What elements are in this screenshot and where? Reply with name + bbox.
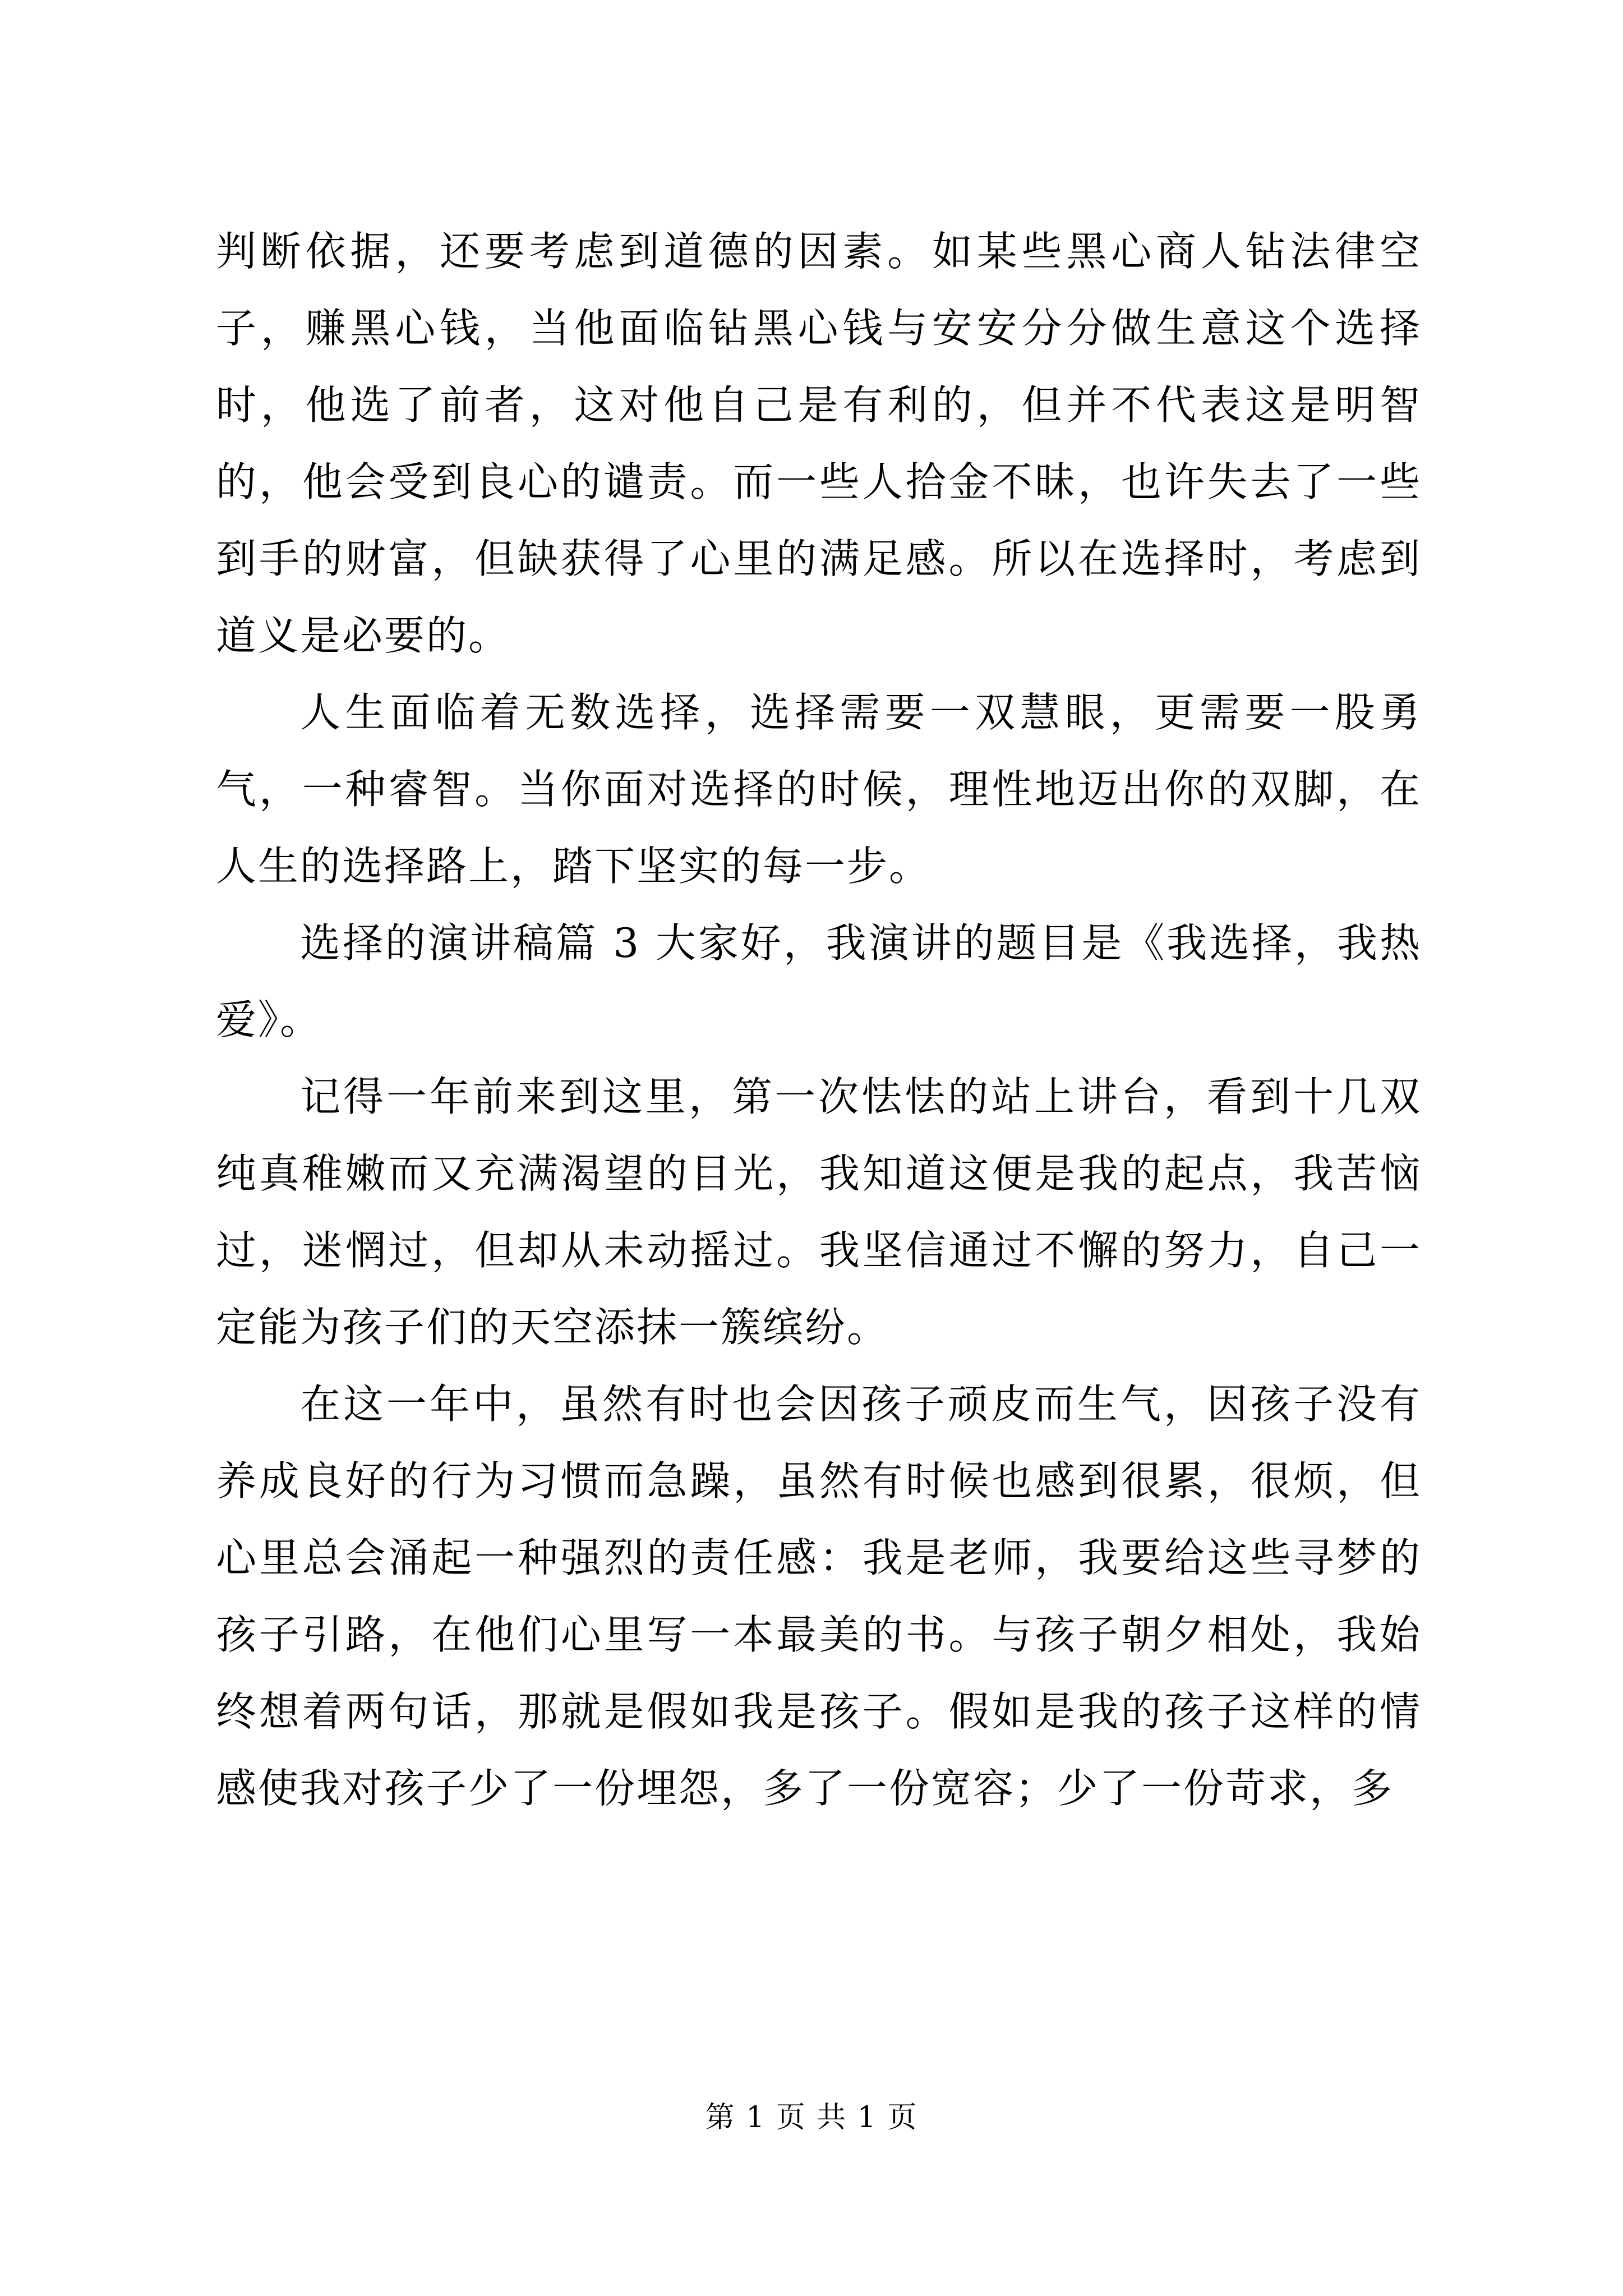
page-number-footer: 第 1 页 共 1 页 xyxy=(705,2101,918,2134)
document-body xyxy=(216,213,1422,1827)
paragraph-5: 在这一年中，虽然有时也会因孩子顽皮而生气，因孩子没有养成良好的行为习惯而急躁，虽然有时候也感到很累，很烦，但心里总会涌起一种强烈的责任感：我是老师，我要给这些寻梦的孩子引路，在他们心里写一本最美的书。与孩子朝夕相处，我始终想着两句话，那就是假如我是孩子。假如是我的孩子这样的情感使我对孩子少了一份埋怨，多了一份宽容；少了一份苛求，多 xyxy=(216,1381,1422,1812)
paragraph-3: 选择的演讲稿篇 3 大家好，我演讲的题目是《我选择，我热爱》。 xyxy=(216,919,1422,1043)
paragraph-1: 判断依据，还要考虑到道德的因素。如某些黑心商人钻法律空子，赚黑心钱，当他面临钻黑心钱与安安分分做生意这个选择时，他选了前者，这对他自己是有利的，但并不代表这是明智的，他会受到良心的谴责。而一些人拾金不昧，也许失去了一些到手的财富，但缺获得了心里的满足感。所以在选择时，考虑到道义是必要的。 xyxy=(216,228,1422,659)
paragraph-2: 人生面临着无数选择，选择需要一双慧眼，更需要一股勇气，一种睿智。当你面对选择的时候，理性地迈出你的双脚，在人生的选择路上，踏下坚实的每一步。 xyxy=(216,689,1422,890)
paragraph-4: 记得一年前来到这里，第一次怯怯的站上讲台，看到十几双纯真稚嫩而又充满渴望的目光，我知道这便是我的起点，我苦恼过，迷惘过，但却从未动摇过。我坚信通过不懈的努力，自己一定能为孩子们的天空添抹一簇缤纷。 xyxy=(216,1073,1422,1351)
